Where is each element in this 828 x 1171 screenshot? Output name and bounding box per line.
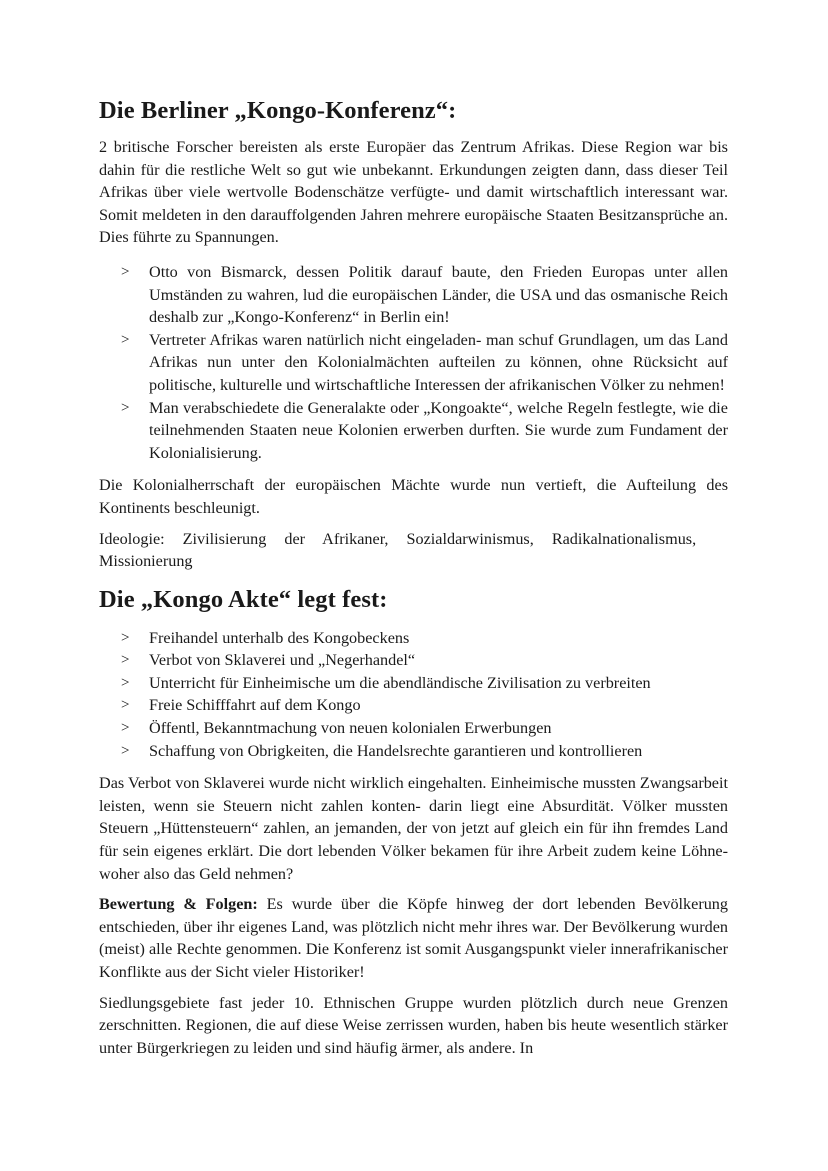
arrow-bullet-icon: > bbox=[121, 263, 130, 280]
list-item bbox=[121, 329, 728, 397]
list-item-text: Verbot von Sklaverei und „Negerhandel“ bbox=[149, 651, 416, 670]
list-item-text: Freie Schifffahrt auf dem Kongo bbox=[149, 696, 361, 715]
list-item bbox=[121, 649, 728, 672]
list-item bbox=[121, 627, 728, 650]
list-item bbox=[121, 261, 728, 329]
arrow-bullet-icon: > bbox=[121, 742, 130, 759]
list-item-text: Unterricht für Einheimische um die abendländische Zivilisation zu verbreiten bbox=[149, 673, 651, 692]
ideology-line-2: Missionierung bbox=[99, 552, 193, 571]
arrow-bullet-icon: > bbox=[121, 331, 130, 348]
list-item-text: Otto von Bismarck, dessen Politik darauf baute, den Frieden Europas unter allen Umständen zu wahren, lud die europäischen Länder, die USA und das osmanische Reich deshalb zur „Kongo-Konferenz“ in Berlin ein! bbox=[149, 262, 728, 327]
arrow-bullet-icon: > bbox=[121, 720, 130, 737]
kongo-akte-list bbox=[99, 627, 728, 763]
bewertung-paragraph bbox=[99, 893, 728, 983]
arrow-bullet-icon: > bbox=[121, 399, 130, 416]
kolonialherrschaft-paragraph: Die Kolonialherrschaft der europäischen Mächte wurde nun vertieft, die Aufteilung des Kontinents beschleunigt. bbox=[99, 476, 728, 517]
list-item bbox=[121, 672, 728, 695]
list-item-text: Schaffung von Obrigkeiten, die Handelsrechte garantieren und kontrollieren bbox=[149, 741, 643, 760]
siedlungsgebiete-paragraph: Siedlungsgebiete fast jeder 10. Ethnischen Gruppe wurden plötzlich durch neue Grenzen zerschnitten. Regionen, die auf diese Weise zerrissen wurden, haben bis heute wesentlich stärker unter Bürgerkriegen zu leiden und sind häufig ärmer, als andere. In bbox=[99, 993, 728, 1057]
bewertung-text: Es wurde über die Köpfe hinweg der dort lebenden Bevölkerung entschieden, über ihr eigenes Land, was plötzlich nicht mehr ihres war. Der Bevölkerung wurden (meist) alle Rechte genommen. Die Konferenz ist somit Ausgangspunkt vieler innerafrikanischer Konflikte aus der Sicht vieler Historiker! bbox=[99, 895, 728, 981]
list-item bbox=[121, 740, 728, 763]
heading-kongo-akte: Die „Kongo Akte“ legt fest: bbox=[99, 585, 388, 613]
list-item-text: Man verabschiedete die Generalakte oder „Kongoakte“, welche Regeln festlegte, wie die teilnehmenden Staaten neue Kolonien erwerben durften. Sie wurde zum Fundament der Kolonialisierung. bbox=[149, 398, 728, 462]
list-item-text: Freihandel unterhalb des Kongobeckens bbox=[149, 628, 410, 647]
intro-paragraph: 2 britische Forscher bereisten als erste Europäer das Zentrum Afrikas. Diese Region war bis dahin für die restliche Welt so gut wie unbekannt. Erkundungen zeigten dann, dass dieser Teil Afrikas über viele wertvolle Bodenschätze verfügte- und damit wirtschaftlich interessant war. Somit meldeten in den darauffolgenden Jahren mehrere europäische Staaten Besitzansprüche an. Dies führte zu Spannungen. bbox=[99, 138, 728, 247]
list-item bbox=[121, 397, 728, 465]
list-item bbox=[121, 717, 728, 740]
list-item-text: Vertreter Afrikas waren natürlich nicht eingeladen- man schuf Grundlagen, um das Land Afrikas nun unter den Kolonialmächten aufteilen zu können, ohne Rücksicht auf politische, kulturelle und wirtschaftliche Interessen der afrikanischen Völker zu nehmen! bbox=[149, 330, 728, 394]
sklaverei-paragraph: Das Verbot von Sklaverei wurde nicht wirklich eingehalten. Einheimische mussten Zwangsarbeit leisten, wenn sie Steuern nicht zahlen konten- darin liegt eine Absurdität. Völker mussten Steuern „Hüttensteuern“ zahlen, an jemanden, der von jetzt auf gleich ein für ihn fremdes Land für sein eigenes erklärt. Die dort lebenden Völker bekamen für ihre Arbeit zudem keine Löhne- woher also das Geld nehmen? bbox=[99, 774, 728, 883]
arrow-bullet-icon: > bbox=[121, 652, 130, 669]
arrow-bullet-icon: > bbox=[121, 674, 130, 691]
arrow-bullet-icon: > bbox=[121, 697, 130, 714]
list-item-text: Öffentl, Bekanntmachung von neuen kolonialen Erwerbungen bbox=[149, 719, 552, 738]
ideology-line-1: Ideologie: Zivilisierung der Afrikaner, Sozialdarwinismus, Radikalnationalismus, bbox=[99, 529, 697, 548]
bewertung-label: Bewertung & Folgen: bbox=[99, 895, 258, 914]
arrow-bullet-icon: > bbox=[121, 629, 130, 646]
heading-kongo-konferenz: Die Berliner „Kongo-Konferenz“: bbox=[99, 97, 457, 124]
list-item bbox=[121, 694, 728, 717]
konferenz-list bbox=[99, 261, 728, 464]
ideology-paragraph bbox=[99, 528, 728, 573]
